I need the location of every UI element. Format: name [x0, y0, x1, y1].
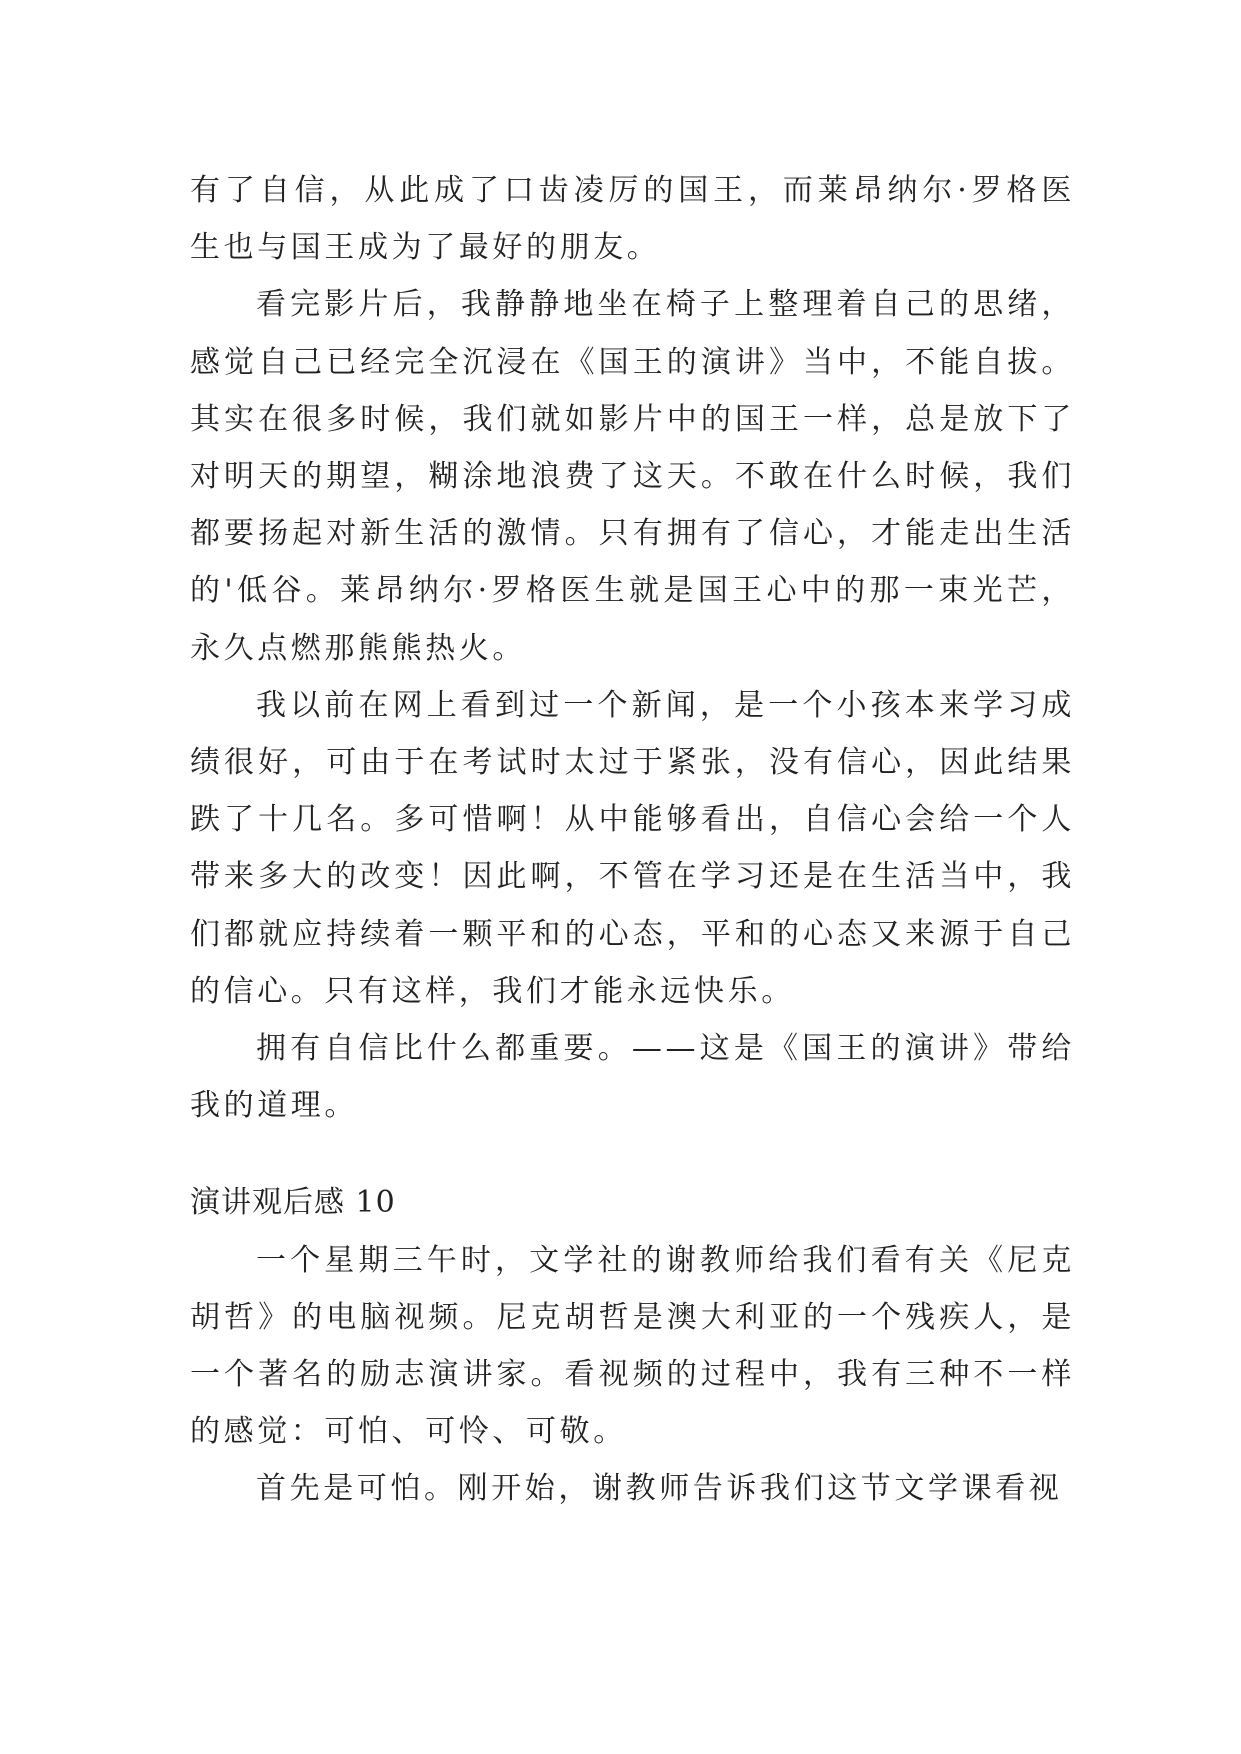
paragraph-2: 看完影片后，我静静地坐在椅子上整理着自己的思绪，感觉自己已经完全沉浸在《国王的演讲》当中，不能自拔。其实在很多时候，我们就如影片中的国王一样，总是放下了对明天的期望，糊涂地浪费了这天。不敢在什么时候，我们都要扬起对新生活的激情。只有拥有了信心，才能走出生活的'低谷。莱昂纳尔·罗格医生就是国王心中的那一束光芒，永久点燃那熊熊热火。 — [190, 287, 1075, 666]
paragraph-1: 有了自信，从此成了口齿凌厉的国王，而莱昂纳尔·罗格医生也与国王成为了最好的朋友。 — [190, 173, 1075, 266]
section-gap — [190, 1134, 1075, 1174]
paragraph-6: 首先是可怕。刚开始，谢教师告诉我们这节文学课看视 — [256, 1471, 1063, 1507]
section-heading: 演讲观后感 10 — [190, 1185, 396, 1221]
paragraph-4: 拥有自信比什么都重要。——这是《国王的演讲》带给我的道理。 — [190, 1031, 1075, 1124]
document-body — [190, 162, 1075, 1518]
paragraph-5: 一个星期三午时，文学社的谢教师给我们看有关《尼克胡哲》的电脑视频。尼克胡哲是澳大利亚的一个残疾人，是一个著名的励志演讲家。看视频的过程中，我有三种不一样的感觉：可怕、可怜、可敬。 — [190, 1242, 1075, 1450]
paragraph-3: 我以前在网上看到过一个新闻，是一个小孩本来学习成绩很好，可由于在考试时太过于紧张，没有信心，因此结果跌了十几名。多可惜啊！从中能够看出，自信心会给一个人带来多大的改变！因此啊，不管在学习还是在生活当中，我们都就应持续着一颗平和的心态，平和的心态又来源于自己的信心。只有这样，我们才能永远快乐。 — [190, 687, 1075, 1009]
